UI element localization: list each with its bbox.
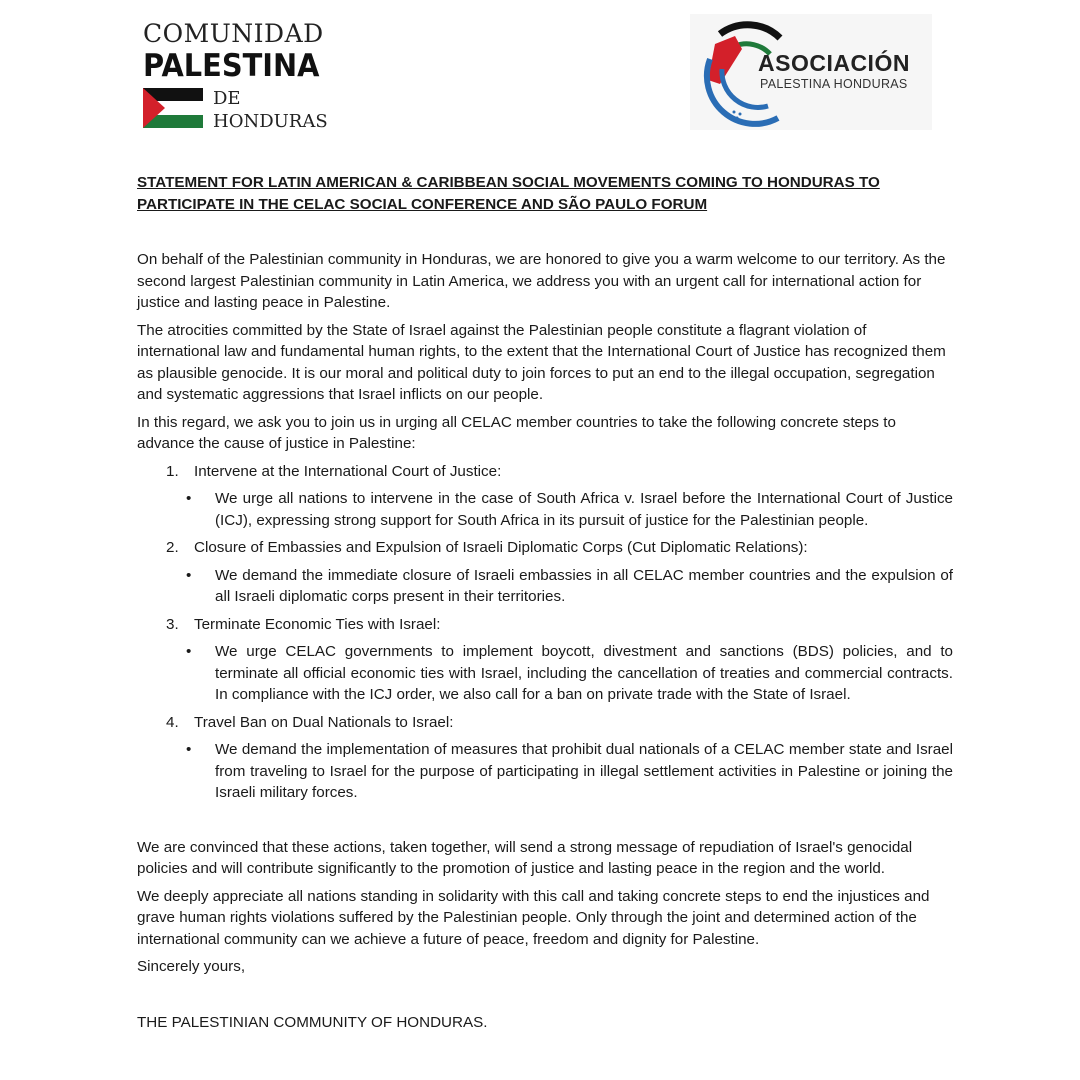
paragraph-request: In this regard, we ask you to join us in urging all CELAC member countries to take the following concrete steps to advance the cause of justice in Palestine: bbox=[137, 413, 896, 452]
item-number: 4. bbox=[166, 713, 179, 731]
item-number: 1. bbox=[166, 462, 179, 480]
bullet-text: We urge CELAC governments to implement boycott, divestment and sanctions (BDS) policies, and to terminate all official economic ties with Israel, including the cancellation of treaties and commercial contracts. In compliance with the ICJ order, we also call for a ban on private trade with the State of Israel. bbox=[215, 643, 953, 703]
list-item bbox=[166, 537, 953, 559]
paragraph-appreciation: We deeply appreciate all nations standing in solidarity with this call and taking concrete steps to end the injustices and grave human rights violations suffered by the Palestinian people. Only through the joint and determined action of the international community can we achieve a future of peace, freedom and dignity for Palestine. bbox=[137, 887, 930, 948]
signature: THE PALESTINIAN COMMUNITY OF HONDURAS. bbox=[137, 1013, 488, 1031]
asociacion-palestina-logo bbox=[690, 14, 932, 130]
item-heading: Intervene at the International Court of Justice: bbox=[194, 462, 502, 480]
statement-body bbox=[137, 172, 953, 1033]
item-heading: Terminate Economic Ties with Israel: bbox=[194, 615, 441, 633]
paragraph-conviction: We are convinced that these actions, taken together, will send a strong message of repudiation of Israel's genocidal policies and will contribute significantly to the promotion of justice and lasting peace in the region and the world. bbox=[137, 838, 913, 877]
closing-salutation: Sincerely yours, bbox=[137, 958, 246, 975]
bullet-text: We urge all nations to intervene in the case of South Africa v. Israel before the International Court of Justice (ICJ), expressing strong support for South Africa in its pursuit of justice for the Palestinian people. bbox=[215, 490, 953, 529]
statement-title: STATEMENT FOR LATIN AMERICAN & CARIBBEAN SOCIAL MOVEMENTS COMING TO HONDURAS TO PARTICIPATE IN THE CELAC SOCIAL CONFERENCE AND SÃO PAULO FORUM bbox=[137, 174, 880, 213]
list-bullet bbox=[186, 565, 953, 608]
bullet-icon: • bbox=[186, 741, 192, 758]
item-heading: Travel Ban on Dual Nationals to Israel: bbox=[194, 713, 454, 731]
bullet-text: We demand the immediate closure of Israeli embassies in all CELAC member countries and the expulsion of all Israeli diplomatic corps present in their territories. bbox=[215, 566, 953, 605]
logo-text-asociacion: ASOCIACIÓN bbox=[758, 50, 910, 76]
comunidad-palestina-logo bbox=[143, 20, 333, 132]
list-item bbox=[166, 712, 953, 734]
palestine-flag-icon bbox=[143, 88, 203, 128]
logo-text-honduras: HONDURAS bbox=[213, 111, 328, 132]
item-number: 3. bbox=[166, 615, 179, 633]
paragraph-atrocities: The atrocities committed by the State of Israel against the Palestinian people constitute a flagrant violation of international law and fundamental human rights, to the extent that the International Court of Justice has recognized them as plausible genocide. It is our moral and political duty to join forces to put an end to the illegal occupation, segregation and systematic aggressions that Israel inflicts on our people. bbox=[137, 321, 946, 403]
logo-text-comunidad: COMUNIDAD bbox=[143, 19, 324, 48]
bullet-icon: • bbox=[186, 643, 192, 660]
list-item bbox=[166, 614, 953, 636]
logo-text-palestina-honduras: PALESTINA HONDURAS bbox=[760, 77, 908, 91]
logo-text-de: DE bbox=[213, 88, 241, 109]
list-bullet bbox=[186, 739, 953, 804]
item-number: 2. bbox=[166, 539, 179, 556]
item-heading: Closure of Embassies and Expulsion of Israeli Diplomatic Corps (Cut Diplomatic Relations): bbox=[194, 539, 808, 556]
list-bullet bbox=[186, 641, 953, 706]
paragraph-intro: On behalf of the Palestinian community in Honduras, we are honored to give you a warm welcome to our territory. As the second largest Palestinian community in Latin America, we address you with an urgent call for international action for justice and lasting peace in Palestine. bbox=[137, 251, 946, 311]
logo-text-palestina: PALESTINA bbox=[143, 48, 320, 84]
bullet-icon: • bbox=[186, 490, 192, 507]
bullet-text: We demand the implementation of measures that prohibit dual nationals of a CELAC member state and Israel from traveling to Israel for the purpose of participating in illegal settlement activities in Palestine or joining the Israeli military forces. bbox=[215, 741, 953, 801]
list-item bbox=[166, 461, 953, 483]
list-bullet bbox=[186, 488, 953, 531]
bullet-icon: • bbox=[186, 566, 192, 584]
